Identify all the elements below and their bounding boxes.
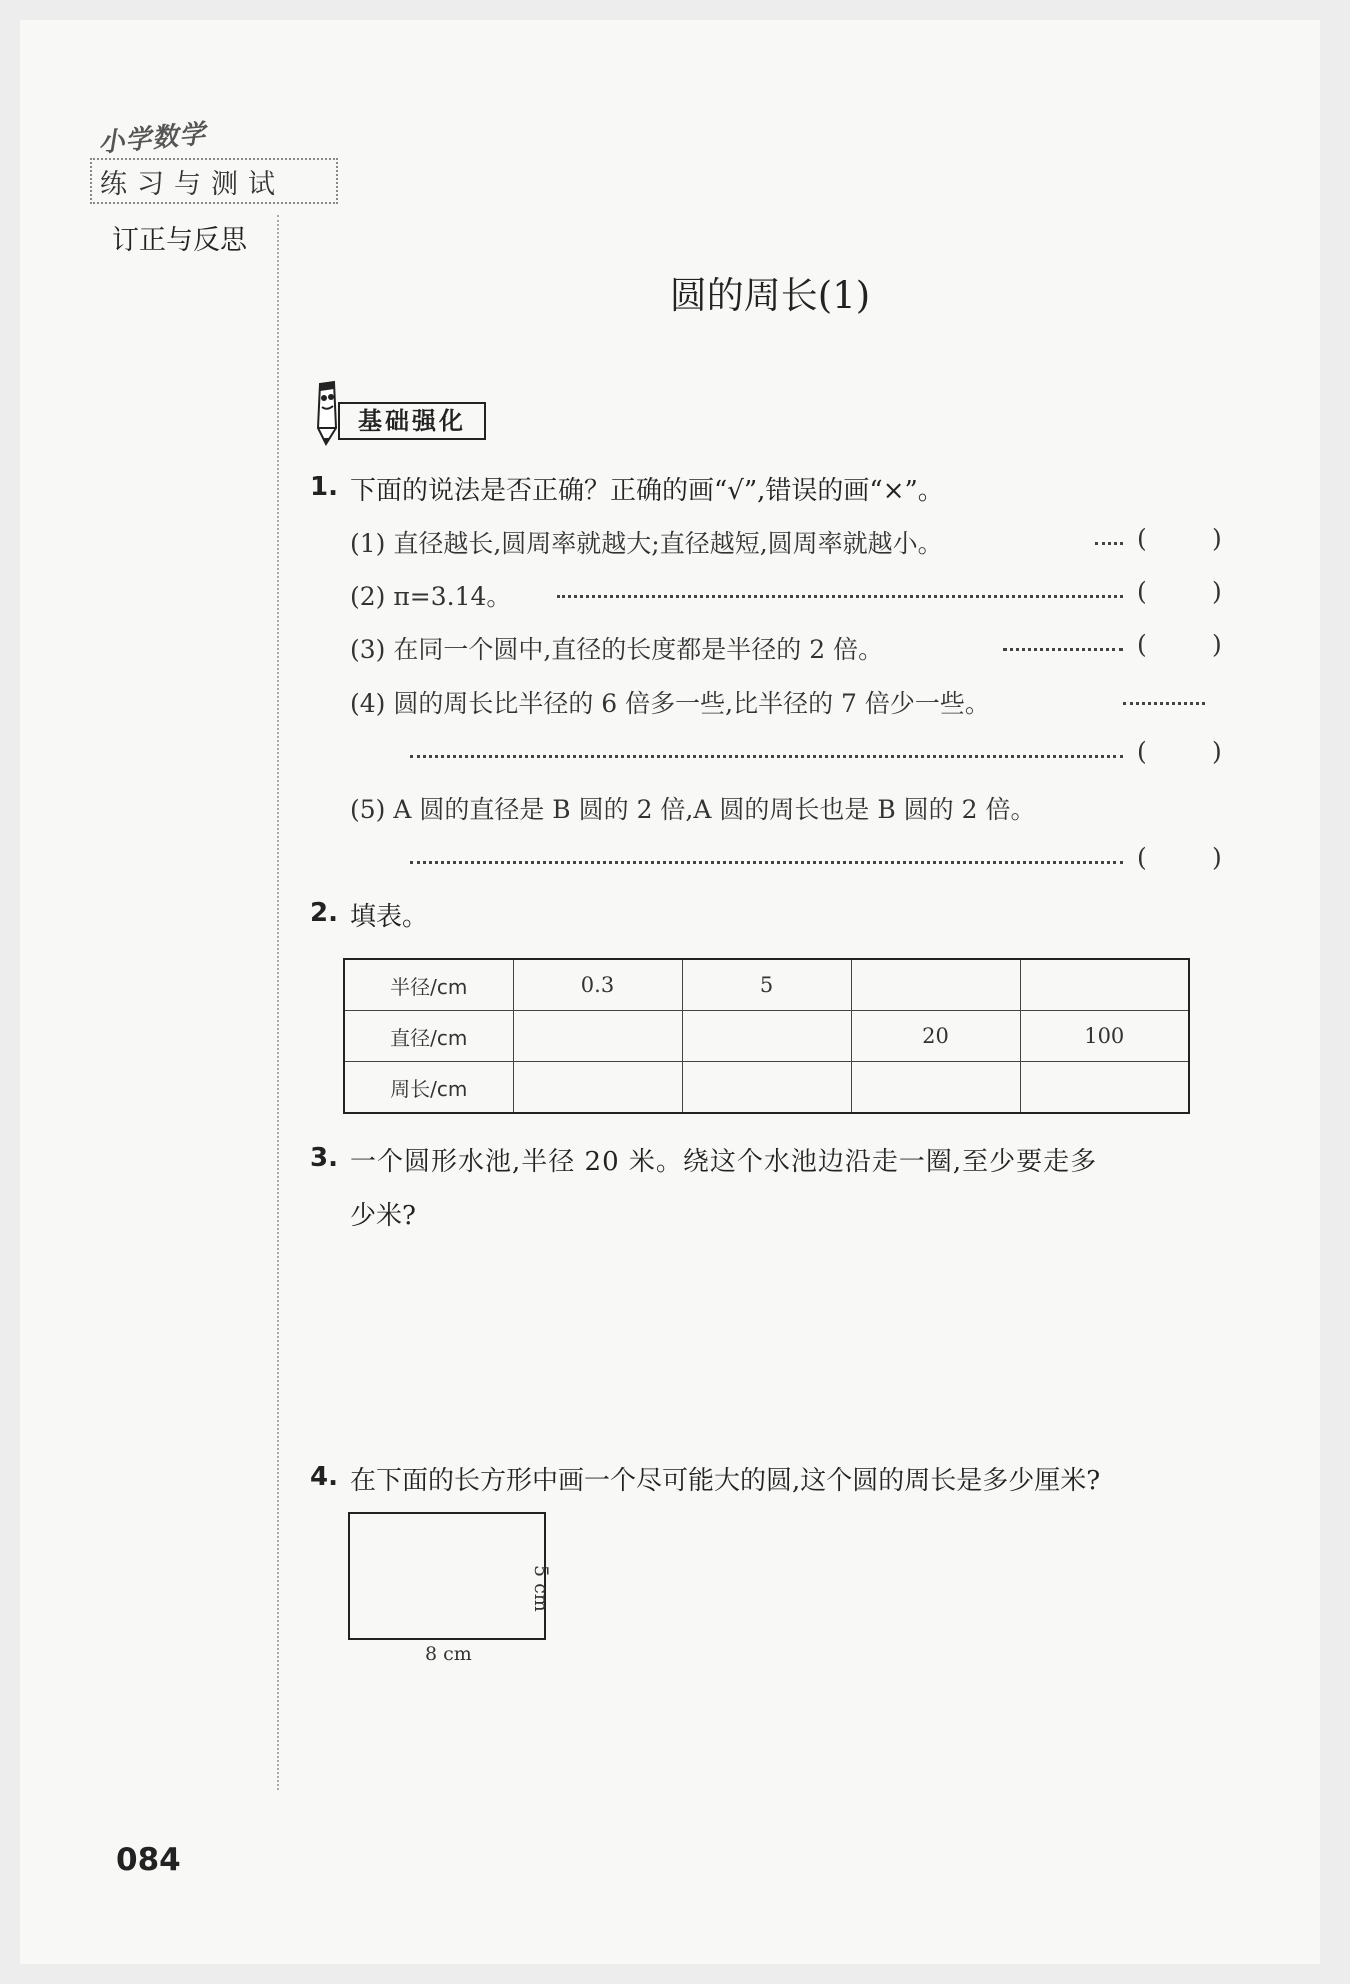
table-cell: 100 xyxy=(1020,1011,1189,1062)
dotted-leader xyxy=(1123,702,1205,705)
rectangle-figure xyxy=(348,1512,546,1640)
table-cell xyxy=(682,1011,851,1062)
q1-item-text: (4) 圆的周长比半径的 6 倍多一些,比半径的 7 倍少一些。 xyxy=(350,689,990,718)
dotted-leader xyxy=(1095,542,1123,545)
section-badge xyxy=(312,378,482,448)
row-header: 周长/cm xyxy=(344,1062,513,1114)
dotted-leader xyxy=(410,755,1123,758)
dotted-leader xyxy=(1003,648,1123,651)
table-row xyxy=(344,1062,1189,1114)
answer-paren-close: ) xyxy=(1212,737,1222,766)
q2-number: 2. xyxy=(310,898,338,928)
section-label: 基础强化 xyxy=(338,402,486,440)
series-title: 小学数学 xyxy=(97,119,208,159)
q1-item-text: (5) A 圆的直径是 B 圆的 2 倍,A 圆的周长也是 B 圆的 2 倍。 xyxy=(350,795,1036,824)
answer-paren-open: ( xyxy=(1137,843,1147,872)
page-number: 084 xyxy=(116,1842,181,1878)
answer-paren-close: ) xyxy=(1212,577,1222,606)
answer-paren-open: ( xyxy=(1137,737,1147,766)
answer-paren-open: ( xyxy=(1137,524,1147,553)
series-subtitle: 练习与测试 xyxy=(100,169,285,200)
table-cell: 0.3 xyxy=(513,959,682,1011)
margin-column-label: 订正与反思 xyxy=(112,225,247,256)
q1-item-text: (3) 在同一个圆中,直径的长度都是半径的 2 倍。 xyxy=(350,635,884,664)
table-row xyxy=(344,959,1189,1011)
q1-item-text: (1) 直径越长,圆周率就越大;直径越短,圆周率就越小。 xyxy=(350,529,943,558)
answer-paren-open: ( xyxy=(1137,630,1147,659)
table-cell: 20 xyxy=(851,1011,1020,1062)
answer-paren-open: ( xyxy=(1137,577,1147,606)
row-header: 直径/cm xyxy=(344,1011,513,1062)
table-cell xyxy=(1020,959,1189,1011)
table-cell xyxy=(682,1062,851,1114)
series-subtitle-box xyxy=(90,158,338,204)
q3-prompt-line1: 一个圆形水池,半径 20 米。绕这个水池边沿走一圈,至少要走多 xyxy=(350,1147,1098,1177)
table-cell xyxy=(1020,1062,1189,1114)
table-cell xyxy=(513,1011,682,1062)
q4-number: 4. xyxy=(310,1462,338,1492)
q4-prompt: 在下面的长方形中画一个尽可能大的圆,这个圆的周长是多少厘米? xyxy=(350,1466,1101,1496)
rectangle-height-label: 5 cm xyxy=(530,1565,552,1612)
dotted-leader xyxy=(410,861,1123,864)
page-title: 圆的周长(1) xyxy=(669,274,871,317)
q1-item-text: (2) π=3.14。 xyxy=(350,582,512,611)
table-row xyxy=(344,1011,1189,1062)
fill-in-table xyxy=(343,958,1190,1114)
table-cell xyxy=(851,959,1020,1011)
answer-paren-close: ) xyxy=(1212,630,1222,659)
q1-number: 1. xyxy=(310,472,338,502)
q2-prompt: 填表。 xyxy=(350,902,429,932)
answer-paren-close: ) xyxy=(1212,843,1222,872)
q3-prompt-line2: 少米? xyxy=(350,1201,416,1231)
dotted-leader xyxy=(557,595,1123,598)
q3-number: 3. xyxy=(310,1143,338,1173)
margin-divider xyxy=(277,215,279,1790)
q1-prompt: 下面的说法是否正确？正确的画“√”,错误的画“×”。 xyxy=(350,476,944,506)
rectangle-width-label: 8 cm xyxy=(425,1643,472,1665)
row-header: 半径/cm xyxy=(344,959,513,1011)
table-cell: 5 xyxy=(682,959,851,1011)
table-cell xyxy=(513,1062,682,1114)
table-cell xyxy=(851,1062,1020,1114)
answer-paren-close: ) xyxy=(1212,524,1222,553)
